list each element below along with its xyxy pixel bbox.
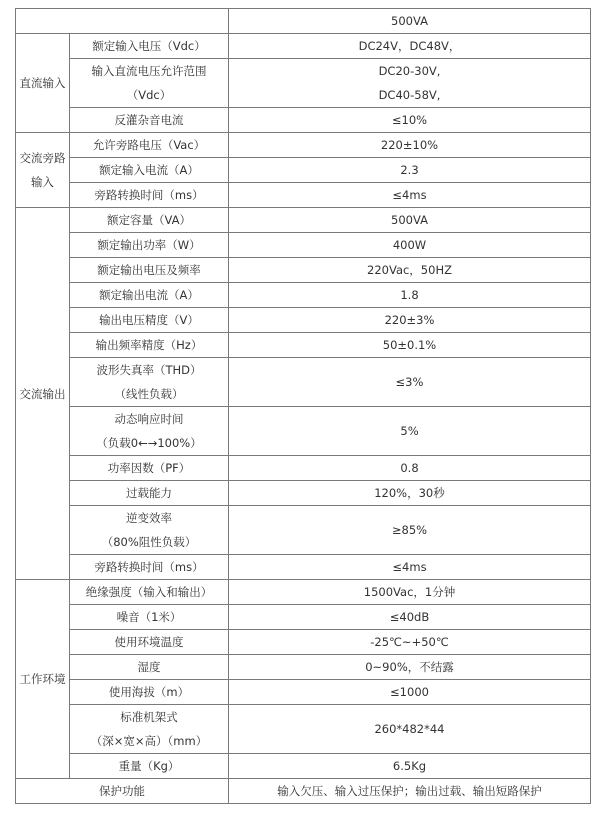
param-value-cell	[229, 333, 591, 358]
param-value-cell	[229, 358, 591, 407]
param-value-cell-line: 0~90%，不结露	[365, 660, 454, 674]
param-label-cell-line: 输出频率精度（Hz）	[95, 338, 203, 352]
spec-table	[15, 8, 591, 804]
spec-table-body	[16, 9, 591, 804]
param-value-cell-line: ≤1000	[390, 685, 429, 699]
param-value-cell-line: 1500Vac，1分钟	[363, 585, 456, 599]
table-row	[16, 481, 591, 506]
param-label-cell-line: 重量（Kg）	[118, 759, 180, 773]
param-label-cell-line: 旁路转换时间（ms）	[94, 188, 204, 202]
param-label-cell	[70, 208, 229, 233]
param-label-cell-line: 额定输入电流（A）	[99, 163, 199, 177]
param-label-cell	[70, 605, 229, 630]
param-label-cell-line: （80%阻性负载）	[101, 535, 197, 549]
param-label-cell-line: 额定输出电流（A）	[99, 288, 199, 302]
param-value-cell-line: ≤4ms	[392, 188, 427, 202]
header-row	[16, 9, 591, 34]
table-row	[16, 630, 591, 655]
param-label-cell-line: 功率因数（PF）	[107, 461, 191, 475]
param-value-cell	[229, 580, 591, 605]
param-label-cell	[70, 655, 229, 680]
param-label-cell	[70, 407, 229, 456]
table-row	[16, 555, 591, 580]
table-row	[16, 506, 591, 555]
param-value-cell-line: ≤40dB	[389, 610, 430, 624]
param-value-cell	[229, 308, 591, 333]
param-value-cell-line: ≤4ms	[392, 560, 427, 574]
group-name-cell-line: 直流输入	[19, 76, 66, 90]
param-value-cell-line: ≥85%	[391, 523, 428, 537]
param-value-cell-line: 500VA	[391, 213, 428, 227]
protection-label: 保护功能	[16, 779, 229, 804]
header-blank-cell	[16, 9, 229, 34]
table-row	[16, 605, 591, 630]
param-label-cell	[70, 133, 229, 158]
table-row	[16, 680, 591, 705]
table-row	[16, 705, 591, 754]
table-row	[16, 754, 591, 779]
param-label-cell	[70, 630, 229, 655]
param-label-cell-line: （负载0←→100%）	[96, 436, 202, 450]
param-label-cell	[70, 580, 229, 605]
param-label-cell-line: （线性负载）	[114, 387, 184, 401]
param-label-cell	[70, 34, 229, 59]
param-label-cell	[70, 283, 229, 308]
param-label-cell-line: 逆变效率	[126, 511, 172, 525]
param-value-cell-line: 260*482*44	[374, 722, 445, 736]
param-value-cell-line: -25℃~+50℃	[370, 635, 449, 649]
param-label-cell	[70, 333, 229, 358]
param-value-cell-line: 2.3	[400, 163, 419, 177]
table-row	[16, 208, 591, 233]
table-row	[16, 258, 591, 283]
param-label-cell-line: 额定输入电压（Vdc）	[92, 39, 206, 53]
group-name-cell	[16, 133, 70, 208]
param-label-cell-line: 旁路转换时间（ms）	[94, 560, 204, 574]
param-value-cell	[229, 555, 591, 580]
table-row	[16, 407, 591, 456]
group-name-cell	[16, 580, 70, 779]
table-row	[16, 655, 591, 680]
table-row	[16, 333, 591, 358]
param-label-cell-line: （Vdc）	[126, 88, 172, 102]
param-label-cell	[70, 59, 229, 108]
param-value-cell-line: ≤3%	[395, 375, 424, 389]
param-value-cell-line: 1.8	[400, 288, 419, 302]
param-label-cell-line: 额定输出电压及频率	[97, 263, 201, 277]
param-label-cell	[70, 108, 229, 133]
group-name-cell-line: 交流输出	[19, 386, 66, 401]
param-label-cell-line: 绝缘强度（输入和输出）	[85, 585, 213, 599]
group-name-cell	[16, 208, 70, 580]
table-row	[16, 34, 591, 59]
table-row	[16, 233, 591, 258]
param-value-cell-line: DC40-58V,	[378, 88, 441, 102]
table-row	[16, 158, 591, 183]
group-name-cell-line: 输入	[31, 175, 54, 189]
param-label-cell	[70, 555, 229, 580]
param-value-cell	[229, 158, 591, 183]
param-value-cell	[229, 258, 591, 283]
protection-value: 输入欠压、输入过压保护；输出过载、输出短路保护	[229, 779, 591, 804]
param-label-cell-line: 输出电压精度（V）	[99, 313, 199, 327]
table-row	[16, 183, 591, 208]
param-label-cell	[70, 308, 229, 333]
param-label-cell-line: （深×宽×高）（mm）	[90, 734, 208, 748]
header-capacity: 500VA	[229, 9, 591, 34]
param-value-cell	[229, 630, 591, 655]
param-value-cell-line: DC24V，DC48V，	[358, 39, 461, 53]
param-value-cell-line: ≤10%	[391, 113, 428, 127]
param-value-cell	[229, 108, 591, 133]
param-value-cell	[229, 59, 591, 108]
table-row	[16, 456, 591, 481]
param-value-cell	[229, 680, 591, 705]
param-label-cell	[70, 233, 229, 258]
param-label-cell-line: 过载能力	[126, 486, 172, 500]
param-label-cell	[70, 754, 229, 779]
param-label-cell-line: 标准机架式	[120, 710, 178, 724]
param-label-cell-line: 允许旁路电压（Vac）	[92, 138, 206, 152]
group-name-cell-line: 工作环境	[19, 672, 66, 686]
param-label-cell	[70, 481, 229, 506]
param-label-cell	[70, 456, 229, 481]
param-value-cell-line: 220Vac，50HZ	[367, 263, 452, 277]
param-label-cell	[70, 358, 229, 407]
group-name-cell-line: 交流旁路	[19, 151, 66, 165]
param-label-cell	[70, 680, 229, 705]
param-value-cell	[229, 456, 591, 481]
param-value-cell-line: 120%，30秒	[374, 486, 445, 500]
param-value-cell-line: 6.5Kg	[392, 759, 427, 773]
param-label-cell-line: 额定输出功率（W）	[97, 238, 201, 252]
group-name-cell	[16, 34, 70, 133]
table-row	[16, 358, 591, 407]
param-value-cell	[229, 133, 591, 158]
param-label-cell-line: 动态响应时间	[114, 412, 184, 426]
param-label-cell-line: 湿度	[137, 660, 161, 674]
param-value-cell	[229, 481, 591, 506]
param-value-cell	[229, 233, 591, 258]
table-row	[16, 133, 591, 158]
param-label-cell	[70, 506, 229, 555]
param-label-cell-line: 波形失真率（THD）	[96, 363, 202, 377]
param-value-cell	[229, 34, 591, 59]
param-label-cell	[70, 158, 229, 183]
param-value-cell-line: DC20-30V,	[378, 64, 441, 78]
param-label-cell	[70, 258, 229, 283]
param-value-cell	[229, 655, 591, 680]
param-label-cell-line: 使用环境温度	[114, 635, 184, 649]
param-label-cell-line: 噪音（1米）	[116, 610, 182, 624]
table-row	[16, 283, 591, 308]
param-value-cell-line: 400W	[392, 238, 427, 252]
param-value-cell-line: 220±3%	[384, 313, 435, 327]
param-value-cell	[229, 605, 591, 630]
param-label-cell-line: 输入直流电压允许范围	[91, 64, 207, 78]
param-value-cell	[229, 754, 591, 779]
table-row	[16, 308, 591, 333]
table-row	[16, 580, 591, 605]
param-label-cell	[70, 183, 229, 208]
param-value-cell	[229, 283, 591, 308]
table-row	[16, 108, 591, 133]
param-value-cell	[229, 705, 591, 754]
param-value-cell	[229, 208, 591, 233]
param-value-cell	[229, 183, 591, 208]
param-label-cell-line: 使用海拔（m）	[108, 685, 190, 699]
param-value-cell-line: 50±0.1%	[382, 338, 437, 352]
param-label-cell-line: 反灌杂音电流	[114, 113, 184, 127]
param-label-cell-line: 额定容量（VA）	[107, 213, 191, 227]
protection-row	[16, 779, 591, 804]
param-value-cell-line: 5%	[400, 424, 419, 438]
param-value-cell-line: 220±10%	[380, 138, 439, 152]
param-value-cell	[229, 407, 591, 456]
param-value-cell-line: 0.8	[400, 461, 419, 475]
param-value-cell	[229, 506, 591, 555]
param-label-cell	[70, 705, 229, 754]
table-row	[16, 59, 591, 108]
